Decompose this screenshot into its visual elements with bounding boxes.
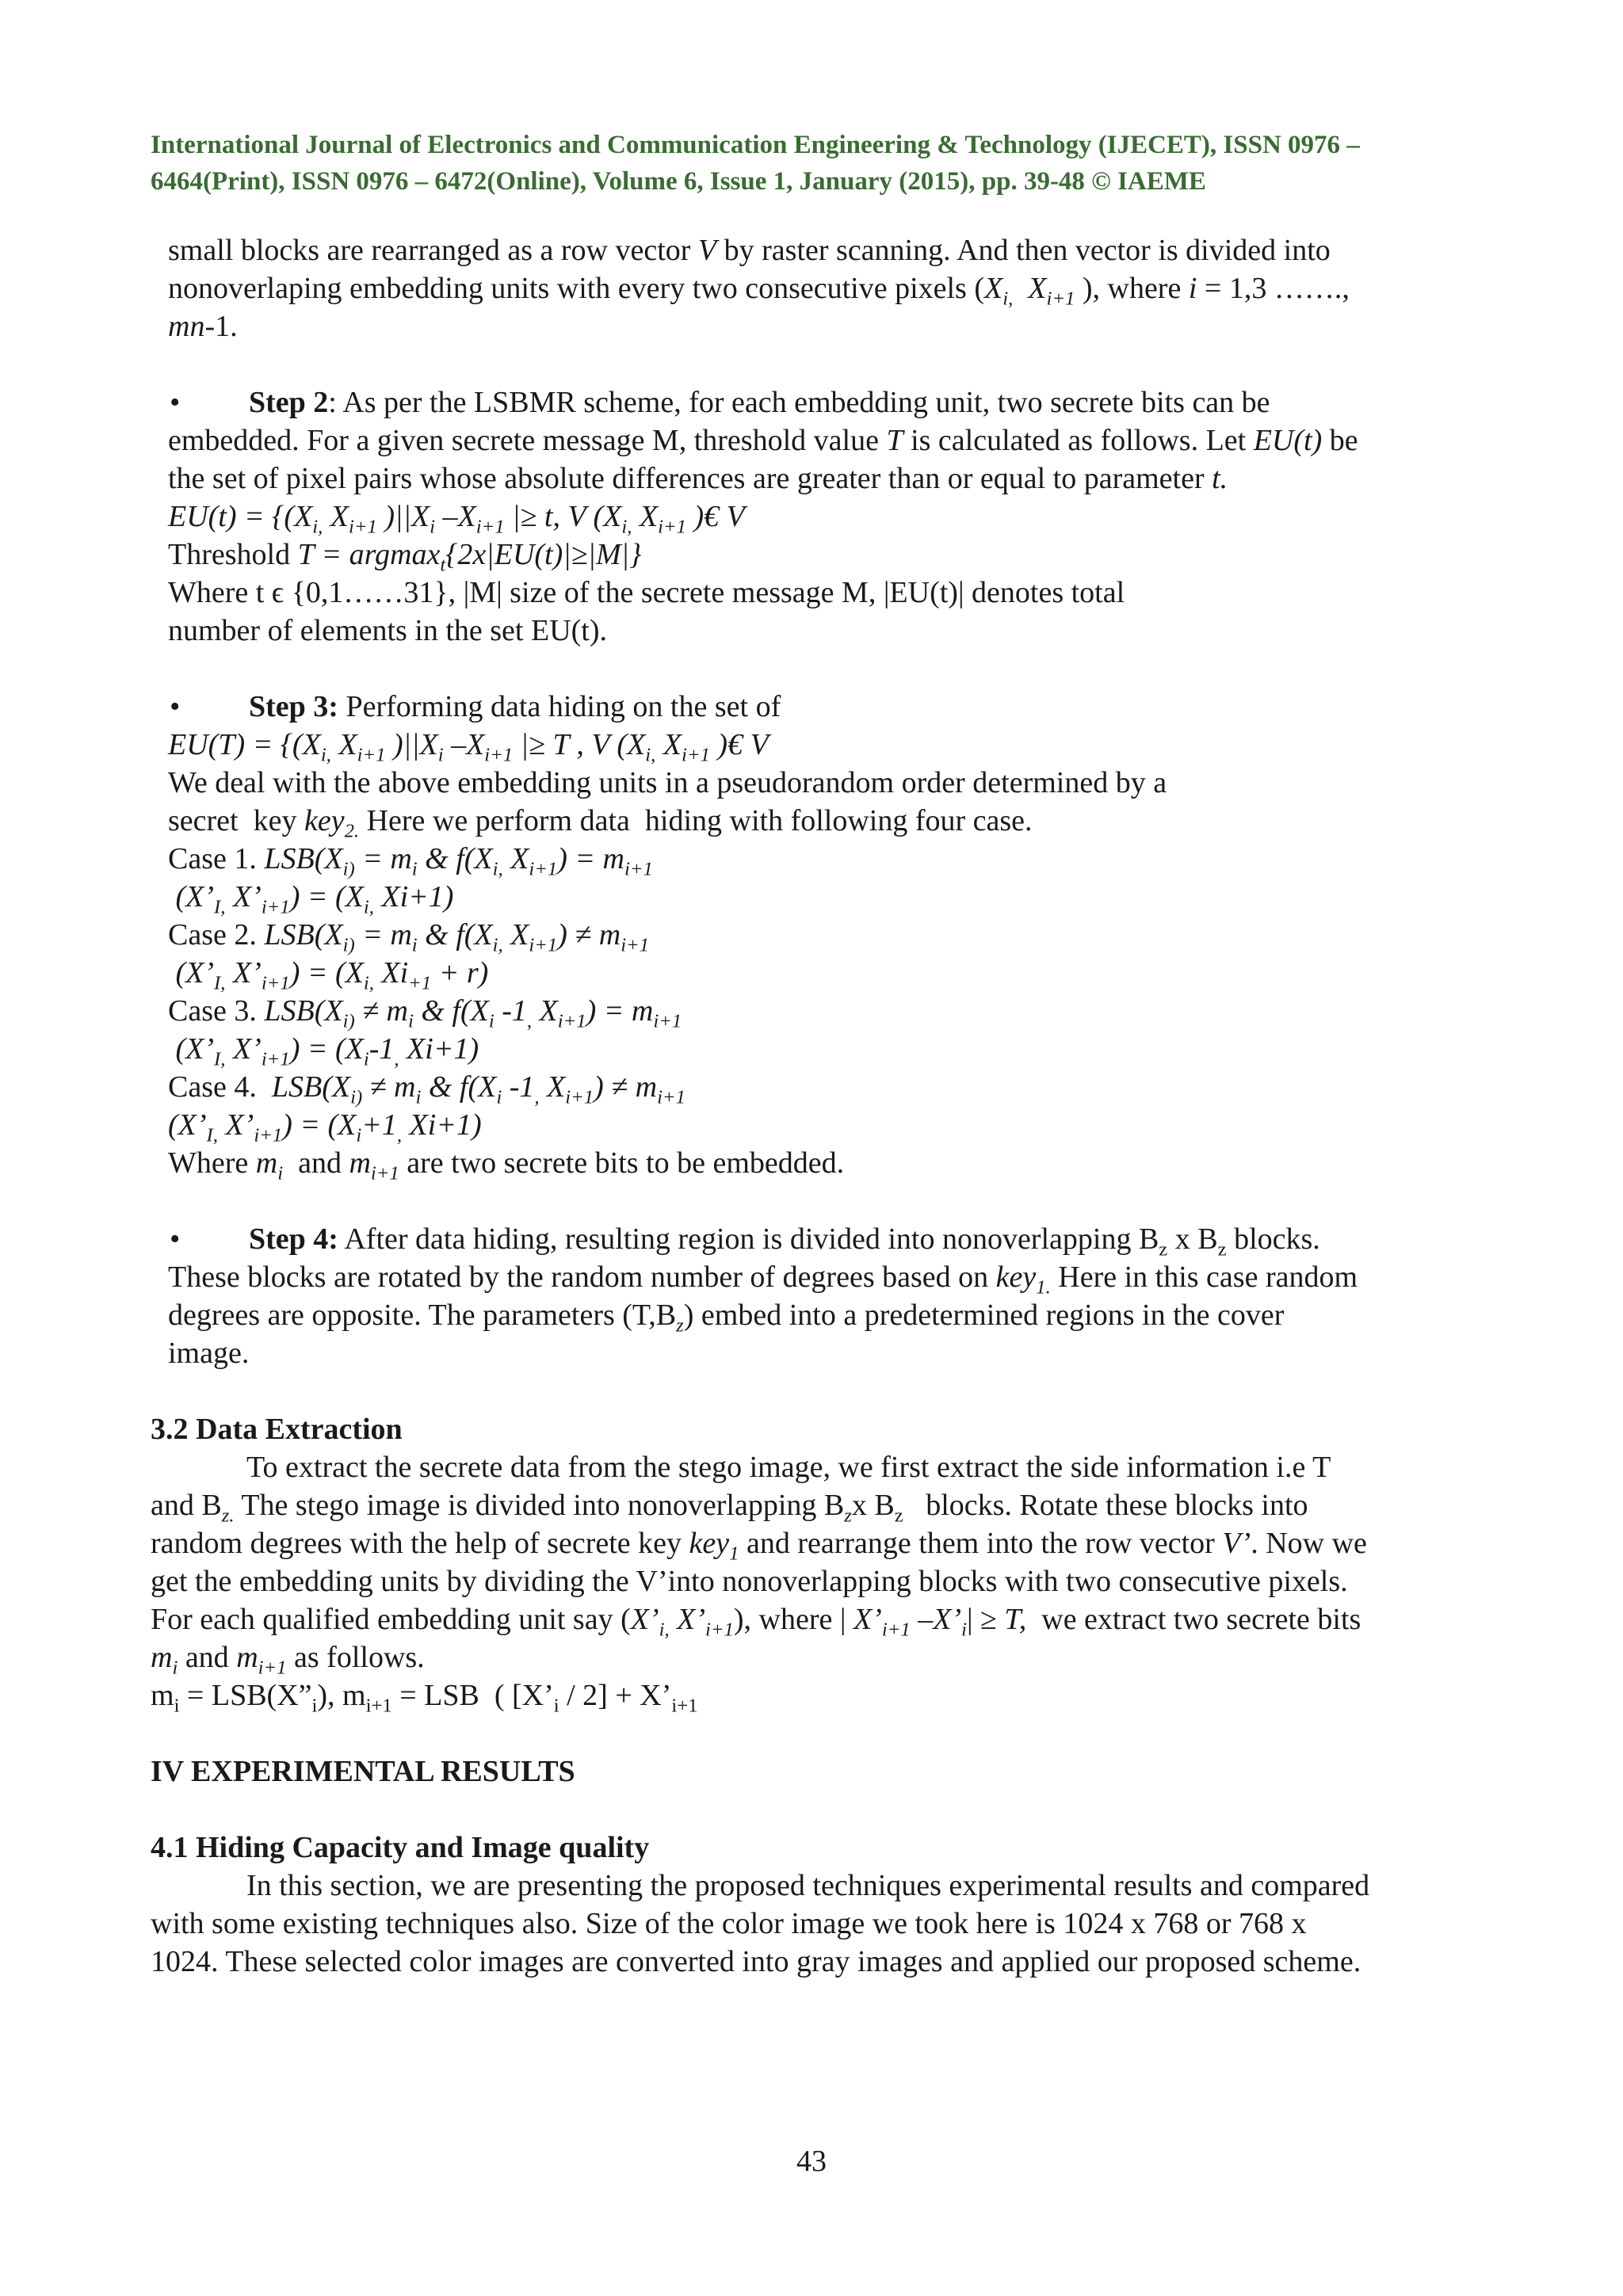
page-body xyxy=(151,231,1486,1981)
step-2 xyxy=(151,383,1486,650)
intro-paragraph xyxy=(151,231,1486,345)
text-line: nonoverlaping embedding units with every two consecutive pixels ($X_{i,}$ $X_{i+1}$ ), where i = 1,3 ……., xyxy=(168,272,1350,310)
text-line: degrees are opposite. The parameters $(T,B_z)$ embed into a predetermined regions in the cover xyxy=(168,1299,1285,1337)
text-line: • Step 4: After data hiding, resulting region is divided into nonoverlapping $B_z$ x $B_z$ blocks. xyxy=(168,1220,1486,1258)
text-line: random degrees with the help of secrete key key$_1$ and rearrange them into the row vector V’. Now we xyxy=(151,1527,1367,1565)
text-line: 1024. These selected color images are converted into gray images and applied our proposed scheme. xyxy=(151,1945,1361,1978)
text-line: the set of pixel pairs whose absolute differences are greater than or equal to parameter t. xyxy=(168,462,1228,495)
text-line: secret key key$_{2.}$ Here we perform data hiding with following four case. xyxy=(168,804,1033,842)
formula: Threshold T = argmax$_t${2x|EU(t)|≥|M|} xyxy=(168,538,642,576)
journal-header xyxy=(151,127,1490,200)
text-line: and $B_{z.}$ The stego image is divided into nonoverlapping $B_zx$ $B_z$ blocks. Rotate these blocks into xyxy=(151,1489,1308,1527)
text-line: • Step 2: As per the LSBMR scheme, for each embedding unit, two secrete bits can be xyxy=(168,383,1486,421)
step-3 xyxy=(151,688,1486,1182)
case-line: ($X’_{I,}$ $X’_{i+1}) = (X_{i,}$ $Xi_{+1} + r$) xyxy=(168,956,489,994)
case-line: Case 3. $LSB(X_{i)} \ne m_i$ & $f(X_i$ $-1_,$ $X_{i+1}) = m_{i+1}$ xyxy=(168,994,682,1032)
text-line: image. xyxy=(168,1337,250,1370)
formula: $EU(T) = \{(X_{i,}$ $X_{i+1}$ )$||X_i$ $-X_{i+1}$ |≥ T , V ($X_{i,}$ $X_{i+1}$ )€ V xyxy=(168,728,769,766)
text-line: number of elements in the set EU(t). xyxy=(168,614,608,647)
bullet: • xyxy=(170,1222,181,1256)
text-line: These blocks are rotated by the random number of degrees based on key$_{1.}$ Here in this case random xyxy=(168,1261,1358,1299)
case-line: ($X’_{I,}$ $X’_{i+1}) = (X_i+1_,$ Xi+1) xyxy=(168,1108,482,1146)
case-line: Case 4. $LSB(X_{i)} \ne m_i$ & $f(X_i$ $-1_,$ $X_{i+1}) \ne m_{i+1}$ xyxy=(168,1070,685,1108)
section-heading: 3.2 Data Extraction xyxy=(151,1413,403,1446)
text-line: To extract the secrete data from the stego image, we first extract the side information i.e T xyxy=(246,1451,1331,1484)
section-3-2 xyxy=(151,1410,1486,1717)
text-line: Where t ϵ {0,1……31}, |M| size of the secrete message M, |EU(t)| denotes total xyxy=(168,576,1125,609)
text-line: • Step 3: Performing data hiding on the set of xyxy=(168,688,1486,726)
page-number: 43 xyxy=(796,2145,827,2178)
case-line: Case 1. $LSB(X_{i)} = m_i$ & $f(X_{i,}$ $X_{i+1}) = m_{i+1}$ xyxy=(168,842,653,880)
text-line: mn-1. xyxy=(168,310,238,343)
text-line: with some existing techniques also. Size of the color image we took here is 1024 x 768 or 768 x xyxy=(151,1907,1307,1940)
header-line-1: International Journal of Electronics and Communication Engineering & Technology (IJECET), ISSN 0976 – xyxy=(151,131,1360,159)
bullet: • xyxy=(170,690,181,723)
case-line: ($X’_{I,}$ $X’_{i+1}) = (X_i-1_,$ Xi+1) xyxy=(168,1032,479,1070)
text-line: In this section, we are presenting the proposed techniques experimental results and compared xyxy=(246,1869,1370,1902)
text-line: get the embedding units by dividing the V’into nonoverlapping blocks with two consecutive pixels. xyxy=(151,1565,1348,1598)
section-heading: 4.1 Hiding Capacity and Image quality xyxy=(151,1831,650,1864)
text-line: Where $m_i$ and $m_{i+1}$ are two secrete bits to be embedded. xyxy=(168,1146,845,1184)
text-line: small blocks are rearranged as a row vector V by raster scanning. And then vector is divided into xyxy=(168,234,1331,267)
text-line: For each qualified embedding unit say ($X’_{i,}$ $X’_{i+1}$), where | $X’_{i+1}$ $-X’_i| \ge T$, we extract two secrete bits xyxy=(151,1603,1361,1641)
formula: $m_i$ = $LSB(X”_i)$, $m_{i+1}$ = LSB ( $[X’_i / 2]$ + $X’_{i+1}$ xyxy=(151,1679,698,1717)
header-line-2: 6464(Print), ISSN 0976 – 6472(Online), Volume 6, Issue 1, January (2015), pp. 39-48 © IAEME xyxy=(151,167,1206,196)
section-heading: IV EXPERIMENTAL RESULTS xyxy=(151,1755,575,1788)
text-line: We deal with the above embedding units in a pseudorandom order determined by a xyxy=(168,766,1167,799)
text-line: $m_i$ and $m_{i+1}$ as follows. xyxy=(151,1641,425,1679)
case-line: ($X’_{I,}$ $X’_{i+1}) = (X_{i,}$ Xi+1) xyxy=(168,880,454,918)
bullet: • xyxy=(170,386,181,419)
text-line: embedded. For a given secrete message M, threshold value T is calculated as follows. Let EU(t) be xyxy=(168,424,1358,457)
formula: $EU(t) = \{(X_{i,}$ $X_{i+1}$ )$||X_i$ $-X_{i+1}$ |≥ t, V ($X_{i,}$ $X_{i+1}$ )€ V xyxy=(168,500,745,538)
section-4-1 xyxy=(151,1829,1486,1981)
case-line: Case 2. $LSB(X_{i)} = m_i$ & $f(X_{i,}$ $X_{i+1}) \ne m_{i+1}$ xyxy=(168,918,650,956)
step-4 xyxy=(151,1220,1486,1372)
